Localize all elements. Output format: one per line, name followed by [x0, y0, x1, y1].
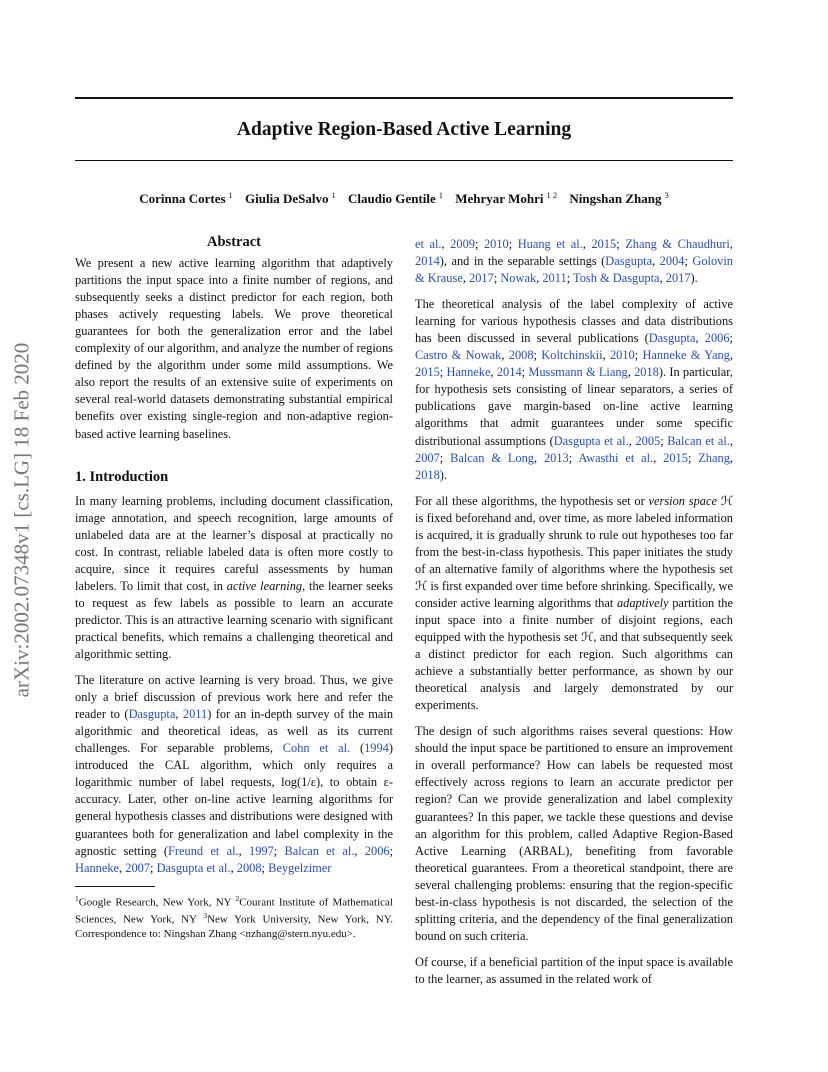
author-affiliation: 3 — [664, 190, 669, 200]
text-run: In many learning problems, including document classification, image annotation, and speech recognition, large amounts of unlabeled data are at the learner’s disposal at practically no cost. In contrast, reliable labeled data is often more costly to acquire, since it requires careful assessments by human labelers. To limit that cost, in — [75, 493, 393, 593]
author-name: Mehryar Mohri — [455, 191, 544, 207]
text-run: , — [238, 843, 249, 858]
emphasis: version space — [648, 493, 717, 508]
text-run: , — [652, 254, 660, 269]
right-column — [415, 236, 733, 997]
text-run: The theoretical analysis of the label complexity of active learning for various hypothesis classes and data distributions has been discussed in several publications ( — [415, 297, 733, 346]
citation-link[interactable]: 2009 — [450, 237, 475, 251]
text-run: ( — [350, 741, 365, 756]
emphasis: adaptively — [616, 595, 669, 610]
author-name: Giulia DeSalvo — [245, 191, 329, 207]
author-name: Claudio Gentile — [347, 191, 436, 207]
citation-link[interactable]: Mussmann & Liang — [528, 365, 628, 380]
citation-link[interactable]: 2013 — [543, 450, 569, 465]
text-run: ; — [616, 237, 626, 251]
author — [348, 191, 443, 206]
citation-link[interactable]: 2015 — [663, 450, 688, 465]
text-run: , — [695, 331, 705, 346]
text-run: , — [653, 450, 664, 465]
citation-link[interactable]: 2018 — [415, 467, 440, 482]
footnote-marker: 3 — [203, 911, 208, 921]
text-run: Google Research, New York, NY — [78, 896, 236, 909]
citation-link[interactable]: Dasgupta — [605, 254, 653, 269]
citation-link[interactable]: 2004 — [659, 254, 685, 269]
citation-link[interactable]: Dasgupta — [128, 707, 176, 722]
text-run: ; — [533, 348, 542, 363]
body-paragraph — [75, 672, 393, 877]
citation-link[interactable]: 2008 — [508, 348, 534, 363]
citation-link[interactable]: Zhang — [698, 450, 730, 465]
algorithm-name: CAL — [164, 758, 190, 773]
citation-link[interactable]: 2006 — [364, 843, 390, 858]
author-affiliation: 1 — [438, 190, 443, 200]
author — [455, 191, 557, 206]
text-run: ; — [273, 843, 285, 858]
citation-link[interactable]: Tosh & Dasgupta — [573, 271, 660, 286]
arxiv-side-label: arXiv:2002.07348v1 [cs.LG] 18 Feb 2020 — [9, 342, 34, 698]
text-run: , — [501, 348, 509, 363]
citation-link[interactable]: 2005 — [635, 433, 661, 448]
text-run: Of course, if a beneficial partition of the input space is available to the learner, as assumed in the related work of — [415, 954, 733, 986]
citation-link[interactable]: 2017 — [665, 271, 691, 286]
text-run: New York University, New York, NY. Correspondence to: Ningshan Zhang <nzhang@stern.nyu.edu>. — [75, 913, 393, 940]
author-list — [75, 190, 733, 207]
text-run: , — [462, 271, 470, 286]
emphasis: active learning — [226, 578, 303, 593]
citation-link[interactable]: Nowak — [500, 271, 537, 286]
citation-link[interactable]: Balcan et al. — [667, 433, 730, 448]
text-run: ; — [521, 365, 529, 380]
section-heading: 1. Introduction — [75, 468, 169, 485]
citation-link[interactable]: Dasgupta et al. — [553, 433, 629, 448]
text-run: , — [602, 348, 610, 363]
text-run: ) introduced the — [75, 741, 394, 773]
citation-link[interactable]: 2007 — [125, 860, 151, 875]
text-run: ; — [508, 237, 518, 251]
text-run: ). — [690, 271, 698, 286]
body-paragraph — [415, 493, 733, 715]
citation-link[interactable]: Balcan et al. — [284, 843, 355, 858]
citation-link[interactable]: 2015 — [591, 237, 617, 251]
citation-link[interactable]: Dasgupta — [648, 331, 696, 346]
text-run: , — [729, 237, 733, 251]
text-run: ; — [150, 860, 157, 875]
citation-link[interactable]: Golovin & Krause — [415, 254, 733, 286]
citation-link[interactable]: 2011 — [182, 707, 208, 722]
citation-link[interactable]: 2006 — [704, 331, 730, 346]
body-paragraph — [75, 493, 393, 663]
citation-link[interactable]: 2010 — [609, 348, 635, 363]
text-run: ; — [566, 271, 574, 286]
citation-link[interactable]: Castro & Nowak — [415, 348, 502, 363]
citation-link[interactable]: Balcan & Long — [450, 450, 534, 465]
author-affiliation: 1 2 — [546, 190, 558, 200]
citation-link[interactable]: Cohn et al. — [282, 741, 351, 756]
text-run: The literature on active learning is very broad. Thus, we give only a brief discussion of previous work here and refer the reader to ( — [75, 673, 393, 722]
body-paragraph — [415, 954, 733, 988]
author-name: Ningshan Zhang — [569, 191, 662, 207]
abstract-heading: Abstract — [207, 234, 261, 250]
footnote — [75, 892, 393, 941]
body-paragraph — [415, 236, 733, 287]
algorithm-name: ARBAL — [523, 843, 566, 858]
footnote-marker: 1 — [75, 893, 79, 903]
text-run: , — [533, 450, 544, 465]
text-run: , — [729, 433, 733, 448]
abstract-text: We present a new active learning algorithm that adaptively partitions the input space into a finite number of regions, and subsequently seeks a distinct predictor for each region, both phases actively requesting labels. We prove theoretical guarantees for both the generalization error and the label complexity of our algorithm, and analyze the number of regions defined by the algorithm under some mild assumptions. We also report the results of an extensive suite of experiments on several real-world datasets demonstrating substantial empirical benefits over existing single-region and non-adaptive region-based active learning baselines. — [75, 256, 393, 441]
text-run: ; — [634, 348, 643, 363]
paper-title: Adaptive Region-Based Active Learning — [236, 119, 572, 140]
footnote-rule — [75, 886, 155, 887]
text-run: ), and in the separable settings ( — [439, 254, 606, 269]
title-bottom-rule — [75, 160, 733, 161]
citation-link[interactable]: Dasgupta et al. — [156, 860, 231, 875]
text-run: , — [627, 365, 635, 380]
text-run: ), benefiting from favorable theoretical guarantees. From a theoretical standpoint, there are several challenging problems: ensuring that the region-specific best-in-class hypothesis is not discarded, the selection of the splitting criteria, and the dependency of the final generalization bound on such criteria. — [415, 843, 733, 943]
text-run: , the learner seeks to request as few labels as possible to learn an accurate predictor. This is an attractive learning scenario with significant practical benefits, which remains a challenging theoretical and algorithmic setting. — [75, 578, 393, 662]
text-run: ; — [687, 450, 699, 465]
citation-link[interactable]: 1997 — [249, 843, 274, 858]
citation-link[interactable]: Beygelzimer — [268, 860, 332, 875]
citation-link[interactable]: Awasthi et al. — [578, 450, 654, 465]
body-paragraph — [415, 723, 733, 945]
text-run: ; — [493, 271, 501, 286]
citation-link[interactable]: 1994 — [364, 741, 389, 756]
text-run: , — [354, 843, 365, 858]
text-run: algorithm, which only requires a logarithmic number of label requests, log(1/ε), to obtain ε-accuracy. Later, other on-line active learning algorithms for general hypothesis classes and distributions were designed with guarantees both for generalization and label complexity in the agnostic setting ( — [75, 758, 394, 858]
text-run: ; — [389, 843, 394, 858]
title-top-rule — [75, 97, 733, 99]
text-run: , — [536, 271, 543, 286]
text-run: ; — [474, 237, 484, 251]
author-name: Corinna Cortes — [139, 191, 226, 207]
author — [245, 191, 336, 206]
text-run: ; — [660, 433, 668, 448]
citation-link[interactable]: 2008 — [236, 860, 262, 875]
text-run: , — [441, 237, 451, 251]
text-run: ; — [439, 450, 451, 465]
text-run: , — [230, 860, 237, 875]
author-affiliation: 1 — [228, 190, 233, 200]
text-run: For all these algorithms, the hypothesis set or — [415, 493, 649, 508]
text-run: ℋ is fixed beforehand and, over time, as more labeled information is acquired, it is gradually shrunk to rule out hypotheses too far from the best-in-class hypothesis. This paper initiates the study of an alternative family of algorithms where the hypothesis set ℋ is first expanded over time before shrinking. Specifically, we consider active learning algorithms that — [415, 493, 733, 610]
citation-link[interactable]: 2014 — [415, 254, 440, 269]
footnote-marker: 2 — [235, 893, 240, 903]
citation-link[interactable]: Hanneke & Yang — [642, 348, 730, 363]
body-paragraph — [415, 296, 733, 484]
text-run: ; — [261, 860, 269, 875]
text-run: , — [628, 433, 636, 448]
text-run: ; — [729, 331, 733, 346]
text-run: , — [659, 271, 666, 286]
citation-link[interactable]: 2010 — [483, 237, 509, 251]
text-run: partition the input space into a finite number of disjoint regions, each equipped with the hypothesis set ℋ, and that subsequently seek a distinct predictor for each region. Such algorithms can achieve a substantially better performance, as shown by our theoretical analysis and largely demonstrated by our experiments. — [415, 595, 733, 713]
citation-link[interactable]: 2011 — [542, 271, 567, 286]
text-run: , — [119, 860, 126, 875]
citation-link[interactable]: 2017 — [469, 271, 494, 286]
citation-link[interactable]: Zhang & Chaudhuri — [625, 237, 730, 251]
text-run: , — [729, 450, 733, 465]
text-run: The design of such algorithms raises several questions: How should the input space be partitioned to ensure an improvement in overall performance? How can labels be requested most effectively across regions to learn an accurate predictor per region? Can we provide generalization and label complexity guarantees? In this paper, we tackle these questions and devise an algorithm for this problem, called Adaptive Region-Based Active Learning ( — [415, 724, 733, 858]
text-run: ; — [684, 254, 693, 269]
left-column — [75, 234, 393, 941]
citation-link[interactable]: 2018 — [634, 365, 659, 380]
citation-link[interactable]: Hanneke — [75, 860, 120, 875]
author — [569, 191, 668, 206]
citation-link[interactable]: 2015 — [415, 365, 440, 380]
citation-link[interactable]: Freund et al. — [168, 843, 239, 858]
text-run: ). In particular, for hypothesis sets consisting of linear separators, a series of publications gave margin-based on-line active learning algorithms that admit guarantees under some specific distributional assumptions ( — [415, 365, 733, 448]
citation-link[interactable]: 2007 — [415, 450, 440, 465]
text-run: ) for an in-depth survey of the main algorithmic and theoretical ideas, as well as its current challenges. For separable problems, — [75, 707, 394, 756]
text-run: , — [729, 348, 733, 363]
citation-link[interactable]: 2014 — [496, 365, 522, 380]
citation-link[interactable]: Huang et al. — [517, 237, 583, 251]
text-run: ). — [439, 467, 448, 482]
citation-link[interactable]: Koltchinskii — [541, 348, 603, 363]
citation-link[interactable]: Hanneke — [446, 365, 491, 380]
text-run: ; — [568, 450, 579, 465]
author — [139, 191, 233, 206]
author-affiliation: 1 — [331, 190, 336, 200]
text-run: , — [175, 707, 183, 722]
citation-link[interactable]: et al. — [415, 237, 442, 251]
text-run: , — [490, 365, 497, 380]
text-run: ; — [439, 365, 447, 380]
text-run: Courant Institute of Mathematical Sciences, New York, NY — [75, 896, 393, 926]
text-run: , — [582, 237, 592, 251]
